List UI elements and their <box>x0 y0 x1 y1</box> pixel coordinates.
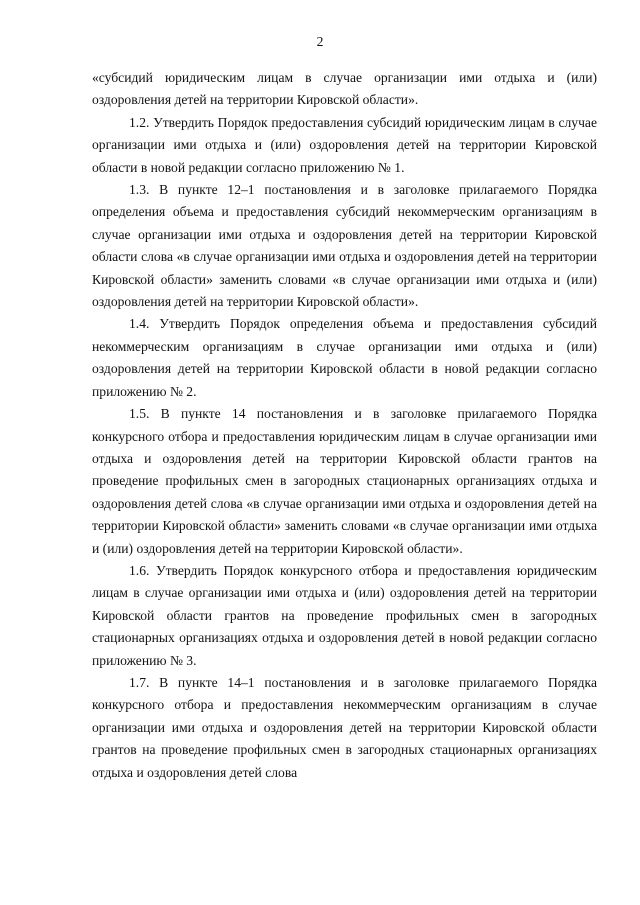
paragraph: 1.2. Утвердить Порядок предоставления субсидий юридическим лицам в случае организации ими отдыха и (или) оздоровления детей на территории Кировской области в новой редакции согласно приложению № 1. <box>92 114 597 175</box>
paragraph: 1.7. В пункте 14–1 постановления и в заголовке прилагаемого Порядка конкурсного отбора и предоставления некоммерческим организациям в случае организации ими отдыха и оздоровления детей на территории Кировской области грантов на проведение профильных смен в загородных стационарных организациях отдыха и оздоровления детей слова <box>92 674 597 780</box>
document-body <box>92 67 597 784</box>
paragraph: 1.3. В пункте 12–1 постановления и в заголовке прилагаемого Порядка определения объема и предоставления субсидий некоммерческим организациям в случае организации ими отдыха и оздоровления детей на территории Кировской области слова «в случае организации ими отдыха и оздоровления детей на территории Кировской области» заменить словами «в случае организации ими отдыха и (или) оздоровления детей на территории Кировской области». <box>92 182 597 310</box>
paragraph: 1.6. Утвердить Порядок конкурсного отбора и предоставления юридическим лицам в случае организации ими отдыха и (или) оздоровления детей на территории Кировской области грантов на проведение профильных смен в загородных стационарных организациях отдыха и оздоровления детей в новой редакции согласно приложению № 3. <box>92 562 597 668</box>
paragraph: 1.5. В пункте 14 постановления и в заголовке прилагаемого Порядка конкурсного отбора и предоставления юридическим лицам в случае организации ими отдыха и оздоровления детей на территории Кировской области грантов на проведение профильных смен в загородных стационарных организациях отдыха и оздоровления детей слова «в случае организации ими отдыха и оздоровления детей на территории Кировской области» заменить словами «в случае организации ими отдыха и (или) оздоровления детей на территории Кировской области». <box>92 406 597 556</box>
paragraph: «субсидий юридическим лицам в случае организации ими отдыха и (или) оздоровления детей на территории Кировской области». <box>92 70 597 108</box>
page-number: 2 <box>316 34 324 49</box>
paragraph: 1.4. Утвердить Порядок определения объема и предоставления субсидий некоммерческим организациям в случае организации ими отдыха и (или) оздоровления детей на территории Кировской области в новой редакции согласно приложению № 2. <box>92 316 597 399</box>
